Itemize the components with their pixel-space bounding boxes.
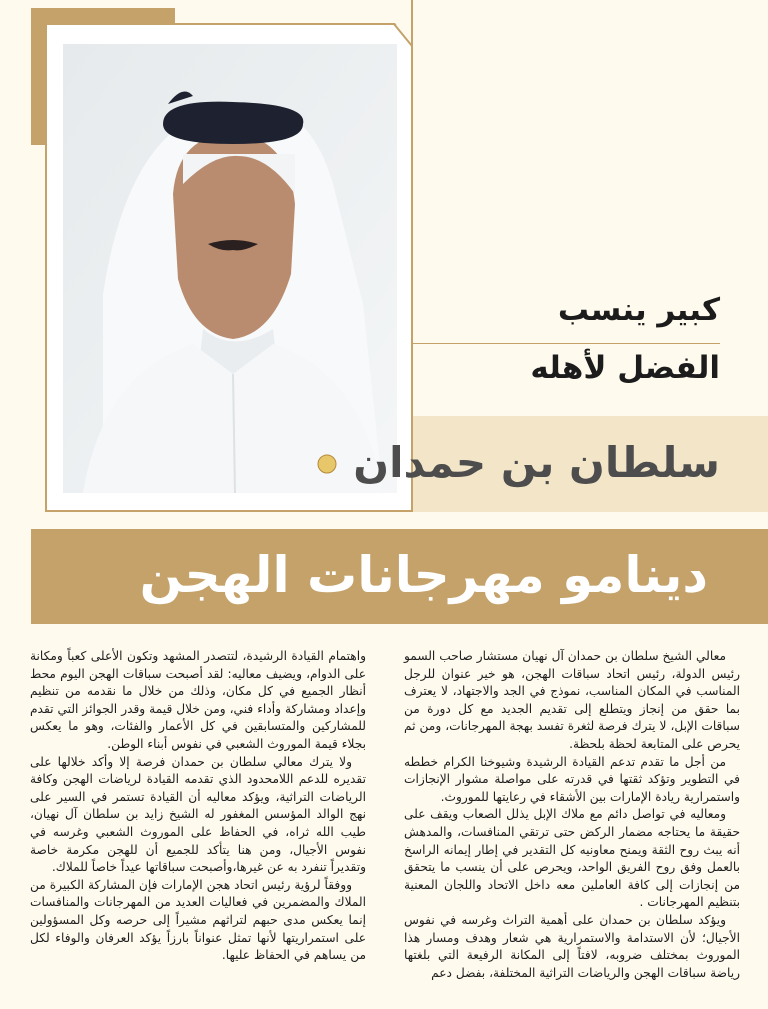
portrait-photo: [63, 44, 397, 493]
kicker-line-2: الفضل لأهله: [530, 350, 720, 386]
person-name-heading: سلطان بن حمدان: [353, 438, 720, 487]
article-column-right: [404, 648, 740, 982]
article-paragraph: ويؤكد سلطان بن حمدان على أهمية التراث وغرسه في نفوس الأجيال؛ لأن الاستدامة والاستمرارية هي شعار وهدف ومسار هذا الموروث بمختلف ضروبه، لافتاً إلى المكانة الرفيعة التي بلغتها رياضة سباقات الهجن والرياضات التراثية المختلفة، بفضل دعم: [404, 912, 740, 980]
headline-banner: [31, 529, 768, 624]
article-paragraph: ووفقاً لرؤية رئيس اتحاد هجن الإمارات فإن المشاركة الكبيرة من الملاك والمضمرين في فعاليات العديد من المهرجانات والمنافسات إنما يعكس مدى حبهم لتراثهم مشيراً إلى حرصه وكل المسؤولين على استمراريتها لأنها تمثل عنواناً بارزاً يؤكد العرفان والوفاء لكل من يساهم في الحفاظ عليها.: [30, 877, 366, 963]
article-paragraph: واهتمام القيادة الرشيدة، لتتصدر المشهد وتكون الأعلى كعباً ومكانة على الدوام، ويضيف معاليه: لقد أصبحت سباقات الهجن اليوم محط أنظار الجميع في كل مكان، وذلك من خلال ما نقدمه من تنظيم وإعداد ومشاركة وأداء فني، ومن خلال قيمة وقدر الجوائز التي تقدم للمشاركين والمتسابقين في كل الأعمار والفئات، وهو ما يعكس بجلاء قيمة الموروث الشعبي في نفوس أبناء الوطن.: [30, 649, 366, 751]
article-column-left: [30, 648, 366, 965]
headline-title: دينامو مهرجانات الهجن: [139, 546, 708, 604]
article-paragraph: معالي الشيخ سلطان بن حمدان آل نهيان مستشار صاحب السمو رئيس الدولة، رئيس اتحاد سباقات الهجن، هو خير عنوان للرجل المناسب في المكان المناسب، نموذج في الجد والاجتهاد، لا يعترف بما حقق من إنجاز ويتطلع إلى تقديم الجديد مع كل دورة من سباقات الإبل، لا يترك فرصة لثغرة تفسد بهجة المهرجانات، ومن ثم يحرص على المتابعة لحظة بلحظة.: [404, 649, 740, 751]
article-paragraph: من أجل ما تقدم تدعم القيادة الرشيدة وشيوخنا الكرام خططه في التطوير وتؤكد ثقتها في قدرته على مواصلة مشوار الإنجازات واستمرارية ريادة الإمارات بين الأشقاء في رعايتها للموروث.: [404, 754, 740, 804]
article-paragraph: ولا يترك معالي سلطان بن حمدان فرصة إلا وأكد خلالها على تقديره للدعم اللامحدود الذي تقدمه القيادة لرياضات الهجن وكافة الرياضات التراثية، ويؤكد معاليه أن القيادة تستمر في السير على نهج الوالد المؤسس المغفور له الشيخ زايد بن سلطان آل نهيان، طيب الله ثراه، في الحفاظ على الموروث الشعبي وغرسه في نفوس الأجيال، ومن هنا يتأكد للجميع أن للهجن مكرمة خاصة وتقديراً تنفرد به عن غيرها،وأصبحت سباقاتها عيداً خاصاً للملاك.: [30, 754, 366, 875]
kicker-line-1: كبير ينسب: [557, 292, 720, 328]
portrait-illustration: [63, 44, 397, 493]
kicker-divider: [413, 343, 720, 344]
article-paragraph: ومعاليه في تواصل دائم مع ملاك الإبل يذلل الصعاب ويقف على حقيقة ما يحتاجه مضمار الركض حتى ترتقي المنافسات، والمدهش أنه يبث روح الثقة ويمنح معاونيه كل التقدير في إطار إيمانه الراسخ بالعمل وفق روح الفريق الواحد، ويحرص على أن ينسب ما يتحقق من إنجازات إلى كافة العاملين معه داخل الاتحاد واللجان المعنية بتنظيم المهرجانات .: [404, 807, 740, 910]
